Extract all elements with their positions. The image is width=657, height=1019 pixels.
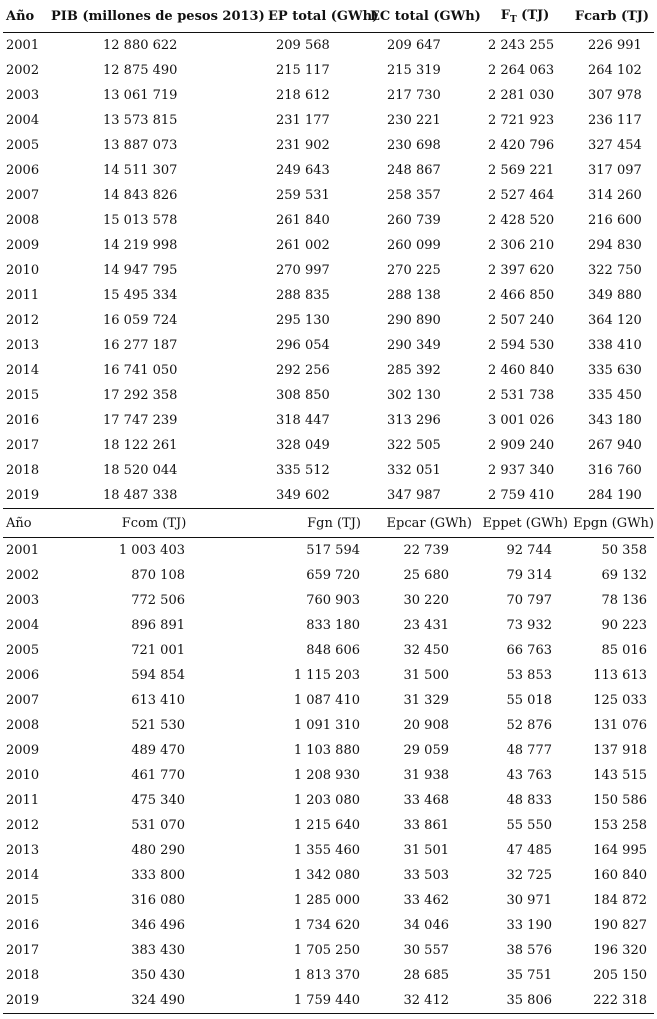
value-cell: 316 760 (588, 463, 642, 478)
value-cell: 290 349 (387, 338, 441, 353)
value-cell: 1 285 000 (293, 893, 360, 908)
value-cell: 2 281 030 (488, 88, 555, 103)
year-cell: 2004 (6, 113, 40, 128)
value-cell: 343 180 (588, 413, 642, 428)
value-cell: 270 225 (387, 263, 441, 278)
value-cell: 31 938 (403, 768, 449, 783)
table-row (3, 938, 654, 963)
value-cell: 16 059 724 (103, 313, 178, 328)
header-ec-total: EC total (GWh) (367, 0, 480, 33)
value-cell: 33 503 (403, 868, 449, 883)
value-cell: 2 264 063 (488, 63, 555, 78)
value-cell: 1 203 080 (293, 793, 360, 808)
value-cell: 222 318 (570, 988, 654, 1014)
value-cell: 18 487 338 (103, 488, 178, 503)
value-cell: 1 734 620 (293, 918, 360, 933)
year-cell: 2009 (6, 743, 40, 758)
table-row (3, 483, 654, 509)
value-cell: 231 902 (276, 138, 330, 153)
table-row (3, 788, 654, 813)
table-row (3, 133, 654, 158)
table-row (3, 588, 654, 613)
table-row (3, 458, 654, 483)
value-cell: 14 219 998 (103, 238, 178, 253)
value-cell: 2 909 240 (488, 438, 555, 453)
year-cell: 2013 (6, 843, 40, 858)
year-cell: 2005 (6, 643, 40, 658)
value-cell: 261 840 (276, 213, 330, 228)
year-cell: 2008 (6, 718, 40, 733)
value-cell: 217 730 (387, 88, 441, 103)
table-row (3, 863, 654, 888)
year-cell: 2001 (6, 38, 40, 53)
value-cell: 896 891 (131, 618, 185, 633)
value-cell: 328 049 (276, 438, 330, 453)
value-cell: 322 505 (387, 438, 441, 453)
value-cell: 218 612 (276, 88, 330, 103)
value-cell: 16 741 050 (103, 363, 178, 378)
value-cell: 1 813 370 (293, 968, 360, 983)
value-cell: 346 496 (131, 918, 185, 933)
value-cell: 53 853 (506, 668, 552, 683)
value-cell: 1 342 080 (293, 868, 360, 883)
value-cell: 295 130 (276, 313, 330, 328)
year-cell: 2008 (6, 213, 40, 228)
value-cell: 613 410 (131, 693, 185, 708)
value-cell: 721 001 (131, 643, 185, 658)
value-cell: 17 747 239 (103, 413, 178, 428)
value-cell: 258 357 (387, 188, 441, 203)
value-cell: 30 220 (403, 593, 449, 608)
value-cell: 48 833 (506, 793, 552, 808)
value-cell: 260 739 (387, 213, 441, 228)
value-cell: 70 797 (506, 593, 552, 608)
value-cell: 143 515 (593, 768, 647, 783)
value-cell: 153 258 (593, 818, 647, 833)
value-cell: 2 460 840 (488, 363, 555, 378)
value-cell: 190 827 (593, 918, 647, 933)
value-cell: 215 117 (276, 63, 330, 78)
value-cell: 184 872 (593, 893, 647, 908)
value-cell: 2 569 221 (488, 163, 555, 178)
value-cell: 13 887 073 (103, 138, 178, 153)
value-cell: 594 854 (131, 668, 185, 683)
value-cell: 33 861 (403, 818, 449, 833)
table-row (3, 613, 654, 638)
value-cell: 18 122 261 (103, 438, 178, 453)
value-cell: 335 630 (588, 363, 642, 378)
value-cell: 125 033 (593, 693, 647, 708)
year-cell: 2011 (6, 793, 40, 808)
value-cell: 461 770 (131, 768, 185, 783)
year-cell: 2003 (6, 593, 40, 608)
value-cell: 292 256 (276, 363, 330, 378)
value-cell: 302 130 (387, 388, 441, 403)
year-cell: 2014 (6, 363, 40, 378)
year-cell: 2018 (6, 968, 40, 983)
value-cell: 164 995 (593, 843, 647, 858)
table-row (3, 358, 654, 383)
value-cell: 335 512 (276, 463, 330, 478)
value-cell: 659 720 (306, 568, 360, 583)
value-cell: 1 103 880 (293, 743, 360, 758)
value-cell: 50 358 (601, 543, 647, 558)
value-cell: 324 490 (48, 988, 260, 1014)
value-cell: 131 076 (593, 718, 647, 733)
value-cell: 2 937 340 (488, 463, 555, 478)
header-eppet: Eppet (GWh) (480, 509, 570, 538)
value-cell: 15 495 334 (103, 288, 178, 303)
value-cell: 13 573 815 (103, 113, 178, 128)
value-cell: 288 138 (387, 288, 441, 303)
table-row (3, 838, 654, 863)
value-cell: 3 001 026 (488, 413, 555, 428)
value-cell: 332 051 (387, 463, 441, 478)
value-cell: 137 918 (593, 743, 647, 758)
value-cell: 25 680 (403, 568, 449, 583)
value-cell: 2 243 255 (488, 38, 555, 53)
value-cell: 90 223 (601, 618, 647, 633)
value-cell: 2 397 620 (488, 263, 555, 278)
table1-header-row (3, 0, 654, 33)
year-cell: 2001 (6, 543, 40, 558)
table-row (3, 688, 654, 713)
year-cell: 2005 (6, 138, 40, 153)
value-cell: 215 319 (387, 63, 441, 78)
value-cell: 196 320 (593, 943, 647, 958)
year-cell: 2010 (6, 768, 40, 783)
year-cell: 2019 (3, 988, 48, 1014)
value-cell: 2 759 410 (488, 488, 555, 503)
table-row (3, 738, 654, 763)
year-cell: 2015 (6, 388, 40, 403)
year-cell: 2010 (6, 263, 40, 278)
table-row (3, 763, 654, 788)
value-cell: 296 054 (276, 338, 330, 353)
value-cell: 2 306 210 (488, 238, 555, 253)
table2-body (3, 538, 654, 1014)
value-cell: 32 450 (403, 643, 449, 658)
value-cell: 14 843 826 (103, 188, 178, 203)
value-cell: 760 903 (306, 593, 360, 608)
value-cell: 308 850 (276, 388, 330, 403)
value-cell: 1 087 410 (293, 693, 360, 708)
table-row (3, 713, 654, 738)
table-row (3, 33, 654, 59)
value-cell: 772 506 (131, 593, 185, 608)
value-cell: 28 685 (403, 968, 449, 983)
value-cell: 55 018 (506, 693, 552, 708)
table2-header-row (3, 509, 654, 538)
table-row (3, 538, 654, 564)
table-row (3, 888, 654, 913)
value-cell: 236 117 (588, 113, 642, 128)
header-ft: $F_T$ (TJ) (480, 0, 570, 33)
year-cell: 2014 (6, 868, 40, 883)
table-row (3, 433, 654, 458)
value-cell: 16 277 187 (103, 338, 178, 353)
value-cell: 1 091 310 (293, 718, 360, 733)
value-cell: 248 867 (387, 163, 441, 178)
value-cell: 322 750 (588, 263, 642, 278)
value-cell: 350 430 (131, 968, 185, 983)
table-row (3, 333, 654, 358)
value-cell: 48 777 (506, 743, 552, 758)
value-cell: 34 046 (403, 918, 449, 933)
value-cell: 32 412 (367, 988, 480, 1014)
value-cell: 216 600 (588, 213, 642, 228)
header-fcarb: Fcarb (TJ) (570, 0, 654, 33)
value-cell: 2 466 850 (488, 288, 555, 303)
value-cell: 30 971 (506, 893, 552, 908)
value-cell: 230 698 (387, 138, 441, 153)
table-row (3, 563, 654, 588)
value-cell: 226 991 (588, 38, 642, 53)
value-cell: 259 531 (276, 188, 330, 203)
value-cell: 33 462 (403, 893, 449, 908)
value-cell: 1 003 403 (118, 543, 185, 558)
value-cell: 517 594 (306, 543, 360, 558)
value-cell: 870 108 (131, 568, 185, 583)
value-cell: 335 450 (588, 388, 642, 403)
value-cell: 209 568 (276, 38, 330, 53)
value-cell: 349 602 (276, 488, 330, 503)
value-cell: 69 132 (601, 568, 647, 583)
value-cell: 47 485 (506, 843, 552, 858)
value-cell: 1 208 930 (293, 768, 360, 783)
value-cell: 317 097 (588, 163, 642, 178)
value-cell: 66 763 (506, 643, 552, 658)
value-cell: 2 527 464 (488, 188, 555, 203)
table-row (3, 108, 654, 133)
value-cell: 18 520 044 (103, 463, 178, 478)
value-cell: 209 647 (387, 38, 441, 53)
value-cell: 1 705 250 (293, 943, 360, 958)
value-cell: 55 550 (506, 818, 552, 833)
value-cell: 1 115 203 (293, 668, 360, 683)
value-cell: 12 880 622 (103, 38, 178, 53)
value-cell: 15 013 578 (103, 213, 178, 228)
value-cell: 1 215 640 (293, 818, 360, 833)
value-cell: 264 102 (588, 63, 642, 78)
value-cell: 2 428 520 (488, 213, 555, 228)
value-cell: 79 314 (506, 568, 552, 583)
value-cell: 531 070 (131, 818, 185, 833)
year-cell: 2018 (6, 463, 40, 478)
header-pib: PIB (millones de pesos 2013) (48, 0, 260, 33)
header2-ano: Año (3, 509, 48, 538)
value-cell: 2 721 923 (488, 113, 555, 128)
value-cell: 23 431 (403, 618, 449, 633)
value-cell: 30 557 (403, 943, 449, 958)
value-cell: 260 099 (387, 238, 441, 253)
value-cell: 307 978 (588, 88, 642, 103)
value-cell: 78 136 (601, 593, 647, 608)
value-cell: 113 613 (593, 668, 647, 683)
table-row (3, 308, 654, 333)
value-cell: 2 594 530 (488, 338, 555, 353)
value-cell: 38 576 (506, 943, 552, 958)
year-cell: 2006 (6, 668, 40, 683)
value-cell: 833 180 (306, 618, 360, 633)
value-cell: 327 454 (588, 138, 642, 153)
value-cell: 35 806 (480, 988, 570, 1014)
value-cell: 2 420 796 (488, 138, 555, 153)
value-cell: 364 120 (588, 313, 642, 328)
value-cell: 480 290 (131, 843, 185, 858)
table-row (3, 233, 654, 258)
year-cell: 2017 (6, 438, 40, 453)
year-cell: 2015 (6, 893, 40, 908)
year-cell: 2004 (6, 618, 40, 633)
header-fcom: Fcom (TJ) (48, 509, 260, 538)
value-cell: 349 880 (588, 288, 642, 303)
value-cell: 14 947 795 (103, 263, 178, 278)
value-cell: 2 507 240 (488, 313, 555, 328)
year-cell: 2017 (6, 943, 40, 958)
value-cell: 475 340 (131, 793, 185, 808)
header-fgn: Fgn (TJ) (260, 509, 367, 538)
header-ep-total: EP total (GWh) (260, 0, 367, 33)
header-ano: Año (3, 0, 48, 33)
value-cell: 92 744 (506, 543, 552, 558)
value-cell: 489 470 (131, 743, 185, 758)
table-row (3, 58, 654, 83)
year-cell: 2016 (6, 413, 40, 428)
header-epcar: Epcar (GWh) (367, 509, 480, 538)
year-cell: 2011 (6, 288, 40, 303)
table-row (3, 963, 654, 988)
value-cell: 230 221 (387, 113, 441, 128)
year-cell: 2012 (6, 818, 40, 833)
value-cell: 270 997 (276, 263, 330, 278)
value-cell: 313 296 (387, 413, 441, 428)
table-row (3, 988, 654, 1014)
value-cell: 290 890 (387, 313, 441, 328)
year-cell: 2003 (6, 88, 40, 103)
value-cell: 1 355 460 (293, 843, 360, 858)
header-epgn: Epgn (GWh) (570, 509, 654, 538)
value-cell: 14 511 307 (103, 163, 178, 178)
value-cell: 316 080 (131, 893, 185, 908)
value-cell: 333 800 (131, 868, 185, 883)
value-cell: 13 061 719 (103, 88, 178, 103)
value-cell: 52 876 (506, 718, 552, 733)
value-cell: 31 329 (403, 693, 449, 708)
table-row (3, 158, 654, 183)
value-cell: 85 016 (601, 643, 647, 658)
table-row (3, 408, 654, 433)
table-row (3, 383, 654, 408)
table-row (3, 638, 654, 663)
value-cell: 32 725 (506, 868, 552, 883)
table-row (3, 913, 654, 938)
value-cell: 43 763 (506, 768, 552, 783)
value-cell: 33 468 (403, 793, 449, 808)
value-cell: 383 430 (131, 943, 185, 958)
table-row (3, 183, 654, 208)
table-row (3, 663, 654, 688)
year-cell: 2019 (6, 488, 40, 503)
value-cell: 284 190 (588, 488, 642, 503)
value-cell: 288 835 (276, 288, 330, 303)
value-cell: 31 500 (403, 668, 449, 683)
value-cell: 2 531 738 (488, 388, 555, 403)
value-cell: 17 292 358 (103, 388, 178, 403)
year-cell: 2016 (6, 918, 40, 933)
table-row (3, 83, 654, 108)
value-cell: 20 908 (403, 718, 449, 733)
value-cell: 22 739 (403, 543, 449, 558)
value-cell: 261 002 (276, 238, 330, 253)
value-cell: 347 987 (387, 488, 441, 503)
energy-data-table (3, 0, 654, 1014)
value-cell: 205 150 (593, 968, 647, 983)
value-cell: 318 447 (276, 413, 330, 428)
value-cell: 231 177 (276, 113, 330, 128)
value-cell: 150 586 (593, 793, 647, 808)
year-cell: 2012 (6, 313, 40, 328)
year-cell: 2007 (6, 693, 40, 708)
table-row (3, 258, 654, 283)
value-cell: 73 932 (506, 618, 552, 633)
value-cell: 338 410 (588, 338, 642, 353)
value-cell: 31 501 (403, 843, 449, 858)
table-row (3, 813, 654, 838)
value-cell: 314 260 (588, 188, 642, 203)
table-row (3, 208, 654, 233)
table-row (3, 283, 654, 308)
value-cell: 160 840 (593, 868, 647, 883)
year-cell: 2002 (6, 568, 40, 583)
year-cell: 2006 (6, 163, 40, 178)
value-cell: 35 751 (506, 968, 552, 983)
table1-body (3, 33, 654, 509)
value-cell: 29 059 (403, 743, 449, 758)
value-cell: 848 606 (306, 643, 360, 658)
value-cell: 521 530 (131, 718, 185, 733)
value-cell: 33 190 (506, 918, 552, 933)
value-cell: 1 759 440 (260, 988, 367, 1014)
value-cell: 249 643 (276, 163, 330, 178)
year-cell: 2002 (6, 63, 40, 78)
value-cell: 267 940 (588, 438, 642, 453)
value-cell: 12 875 490 (103, 63, 178, 78)
year-cell: 2007 (6, 188, 40, 203)
value-cell: 285 392 (387, 363, 441, 378)
value-cell: 294 830 (588, 238, 642, 253)
year-cell: 2013 (6, 338, 40, 353)
year-cell: 2009 (6, 238, 40, 253)
